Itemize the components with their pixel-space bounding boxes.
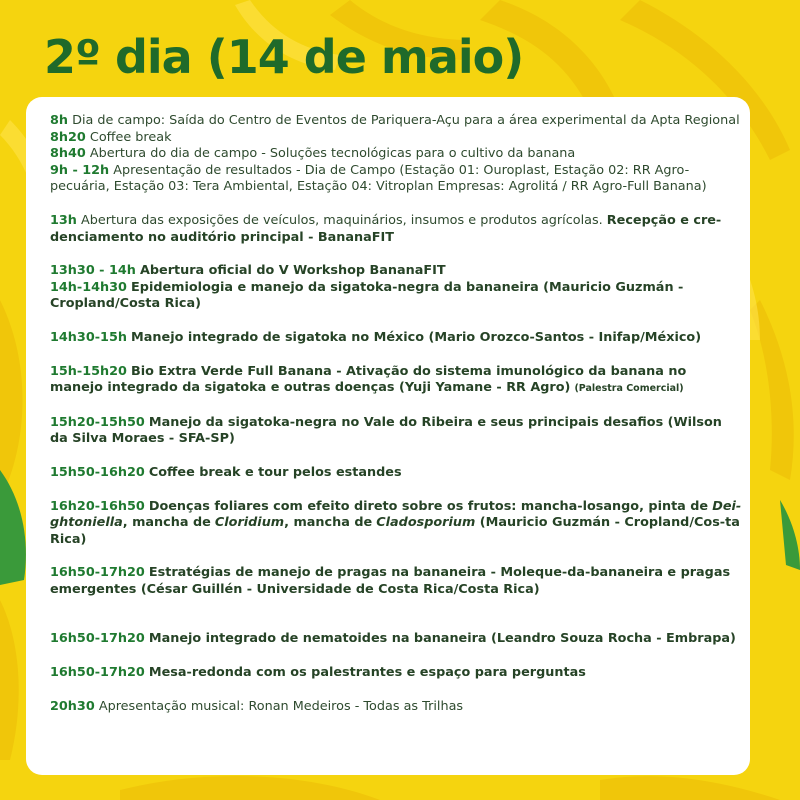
schedule-description: Estratégias de manejo de pragas na bananeira - Moleque-da-bananeira e pragas emergentes (César Guillén - Universidade de Costa Rica/Costa Rica) — [50, 565, 731, 597]
schedule-time: 14h30-15h — [50, 329, 127, 345]
schedule-time: 9h - 12h — [50, 162, 110, 178]
schedule-card — [26, 97, 750, 775]
schedule-time: 16h50-17h20 — [50, 665, 145, 681]
schedule-description: Abertura das exposições de veículos, maquinários, insumos e produtos agrícolas. — [81, 212, 603, 228]
schedule-description: Bio Extra Verde Full Banana - Ativação do sistema imunológico da banana no manejo integrado da sigatoka e outras doenças (Yuji Yamane - RR Agro) — [50, 363, 687, 396]
schedule-description: Abertura oficial do V Workshop BananaFIT — [139, 263, 446, 279]
schedule-item — [50, 146, 742, 163]
schedule-description: Abertura do dia de campo - Soluções tecnológicas para o cultivo da banana — [89, 146, 576, 162]
schedule-time: 16h50-17h20 — [50, 631, 145, 647]
schedule-time: 13h30 - 14h — [50, 263, 136, 279]
page-title: 2º dia (14 de maio) — [44, 30, 524, 84]
schedule-item — [50, 263, 742, 280]
schedule-time: 8h — [50, 113, 69, 128]
schedule-item — [50, 465, 742, 482]
schedule-description-italic: Cloridium — [214, 515, 285, 531]
schedule-item — [50, 565, 742, 598]
schedule-description: (Mauricio Guzmán - Cropland/Cos-ta Rica) — [50, 515, 740, 547]
schedule-description-italic: Cladosporium — [376, 515, 476, 531]
schedule-description: Epidemiologia e manejo da sigatoka-negra da bananeira (Mauricio Guzmán - Cropland/Costa Rica) — [50, 279, 684, 312]
schedule-time: 13h — [50, 212, 77, 228]
schedule-time: 8h40 — [50, 146, 86, 162]
schedule-description: Manejo integrado de nematoides na bananeira (Leandro Souza Rocha - Embrapa) — [148, 631, 736, 647]
schedule-time: 15h20-15h50 — [50, 414, 145, 430]
schedule-description: Coffee break e tour pelos estandes — [148, 464, 402, 480]
schedule-item — [50, 665, 742, 682]
schedule-item — [50, 499, 742, 549]
schedule-item — [50, 699, 742, 716]
schedule-item — [50, 330, 742, 347]
schedule-item — [50, 280, 742, 313]
schedule-item — [50, 130, 742, 147]
schedule-time: 16h20-16h50 — [50, 498, 145, 514]
schedule-description-italic: Dei-ghtoniella — [50, 498, 742, 531]
schedule-description: Apresentação de resultados - Dia de Campo (Estação 01: Ouroplast, Estação 02: RR Agro-pecuária, Estação 03: Tera Ambiental, Estação 04: Vitroplan Empresas: Agrolitá / RR Agro-Full Banana) — [50, 162, 707, 195]
schedule-description: Apresentação musical: Ronan Medeiros - Todas as Trilhas — [98, 698, 464, 714]
schedule-time: 14h-14h30 — [50, 279, 127, 295]
schedule-time: 16h50-17h20 — [50, 565, 145, 581]
schedule-description: Manejo integrado de sigatoka no México (Mario Orozco-Santos - Inifap/México) — [131, 329, 702, 345]
schedule-description: , mancha de — [284, 515, 373, 531]
schedule-item — [50, 364, 742, 398]
schedule-description: Doenças foliares com efeito direto sobre os frutos: mancha-losango, pinta de — [148, 498, 709, 514]
schedule-description: Manejo da sigatoka-negra no Vale do Ribeira e seus principais desafios (Wilson da Silva Moraes - SFA-SP) — [50, 414, 722, 447]
schedule-description: Dia de campo: Saída do Centro de Eventos de Pariquera-Açu para a área experimental da Apta Regional — [72, 113, 740, 128]
schedule-item — [50, 113, 742, 130]
schedule-item — [50, 631, 742, 648]
schedule-item — [50, 163, 742, 196]
schedule-item — [50, 415, 742, 448]
schedule-note: (Palestra Comercial) — [574, 383, 684, 395]
schedule-time: 15h-15h20 — [50, 363, 127, 379]
schedule-description-bold: Recepção e cre-denciamento no auditório principal - BananaFIT — [50, 212, 722, 245]
schedule-description: , mancha de — [122, 515, 211, 531]
schedule-time: 20h30 — [50, 698, 95, 714]
schedule-description: Mesa-redonda com os palestrantes e espaço para perguntas — [148, 665, 586, 681]
schedule-description: Coffee break — [89, 129, 172, 145]
schedule-item — [50, 213, 742, 246]
schedule-time: 8h20 — [50, 129, 86, 145]
schedule-time: 15h50-16h20 — [50, 464, 145, 480]
